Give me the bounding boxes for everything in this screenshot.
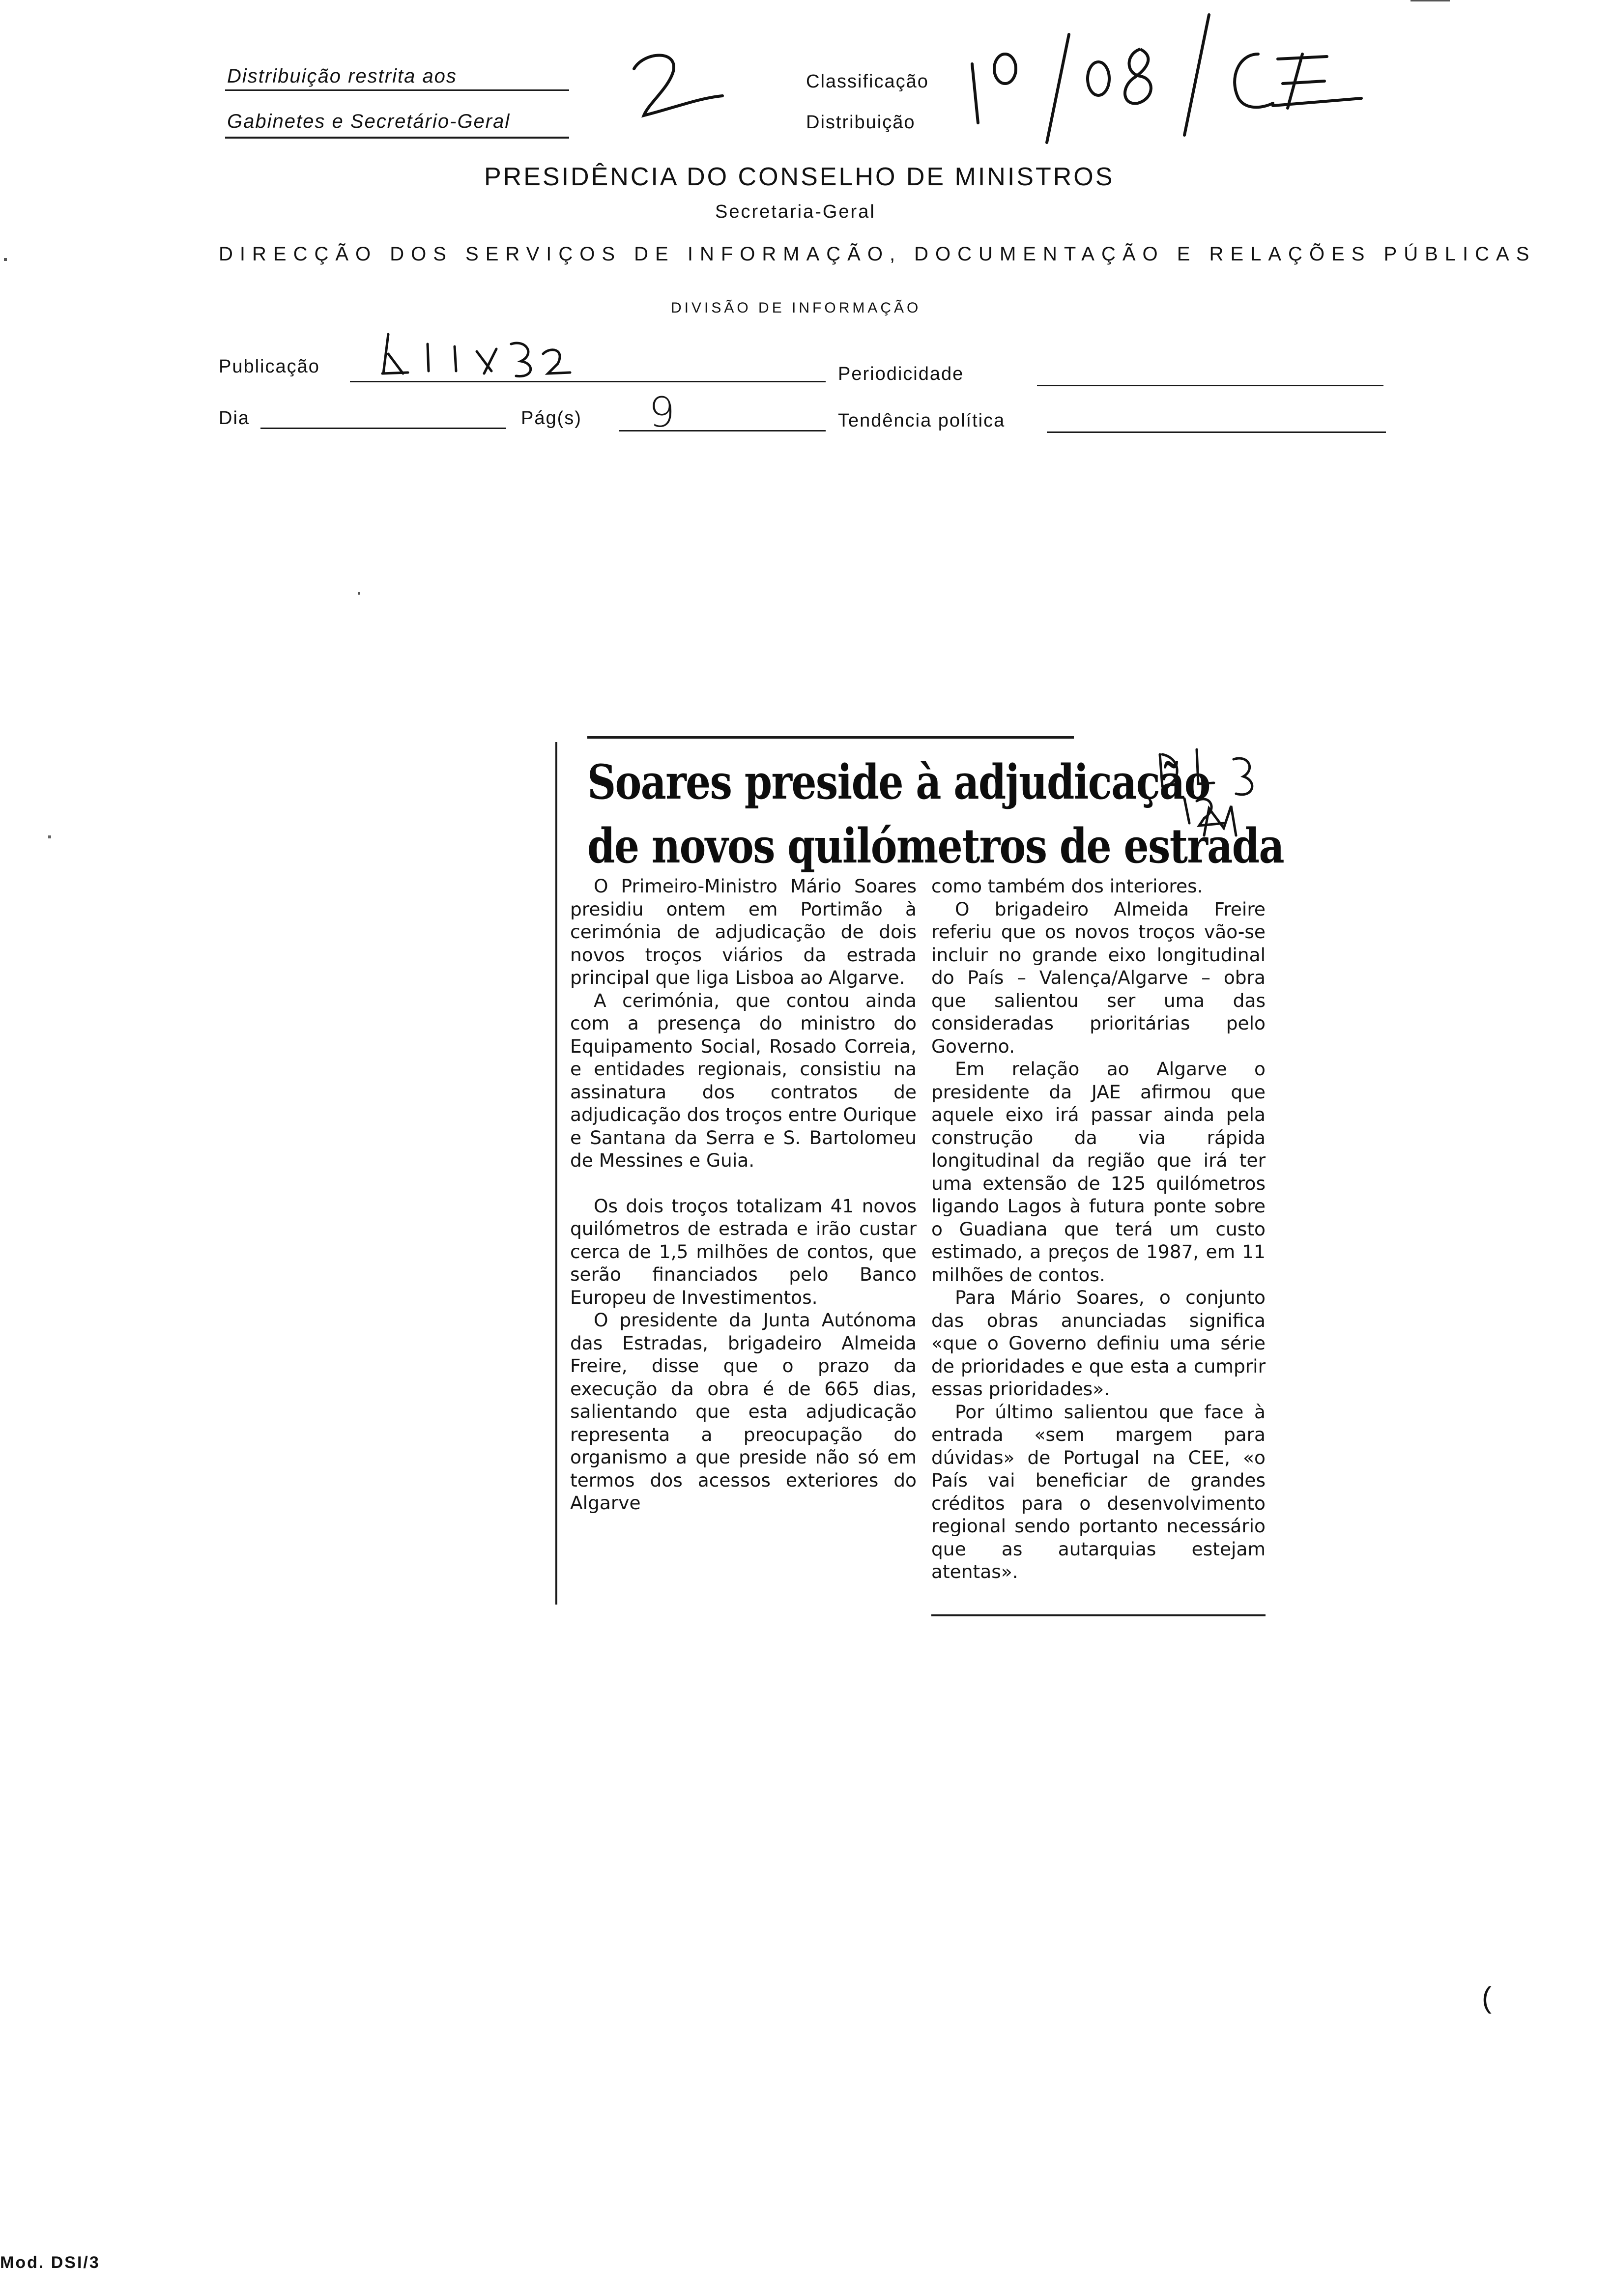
classificacao-label: Classificação bbox=[806, 71, 929, 92]
distribution-notice-line1: Distribuição restrita aos bbox=[227, 65, 457, 87]
pags-label: Pág(s) bbox=[521, 408, 582, 429]
secretariat-title: Secretaria-Geral bbox=[715, 201, 876, 222]
article-paragraph: O presidente da Junta Autónoma das Estradas, brigadeiro Almeida Freire, disse que o prazo da execução da obra é de 665 dias, salientando que esta adjudicação representa a preocupação do organismo a que preside não só em termos dos acessos exteriores do Algarve bbox=[570, 1309, 917, 1514]
article-paragraph: Os dois troços totalizam 41 novos quilómetros de estrada e irão custar cerca de 1,5 milhões de contos, que serão financiados pelo Banco Europeu de Investimentos. bbox=[570, 1195, 917, 1308]
publicacao-label: Publicação bbox=[219, 356, 320, 377]
clipping-top-rule bbox=[587, 736, 1074, 739]
division-title: DIVISÃO DE INFORMAÇÃO bbox=[671, 300, 921, 316]
distribution-underline-1 bbox=[225, 89, 569, 91]
clipping-bottom-rule bbox=[931, 1614, 1266, 1616]
article-paragraph: Para Mário Soares, o conjunto das obras anunciadas significa «que o Governo definiu uma série de prioridades e que esta a cumprir essas prioridades». bbox=[931, 1287, 1266, 1400]
dia-label: Dia bbox=[219, 408, 250, 429]
model-code: Mod. DSI/3 bbox=[0, 2253, 100, 2272]
handwritten-number bbox=[619, 49, 737, 128]
article-headline-line2: de novos quilómetros de estrada bbox=[587, 818, 1284, 874]
tendencia-field-line bbox=[1047, 431, 1386, 433]
article-paragraph: Em relação ao Algarve o presidente da JAE afirmou que aquele eixo irá passar ainda pela construção da via rápida longitudinal da região que irá ter uma extensão de 125 quilómetros ligando Lagos à futura ponte sobre o Guadiana que terá um custo estimado, a preços de 1987, em 11 milhões de contos. bbox=[931, 1058, 1266, 1286]
scan-speck bbox=[1410, 0, 1450, 1]
scan-speck bbox=[358, 592, 360, 595]
handwritten-classification bbox=[963, 10, 1396, 147]
directorate-title: DIRECÇÃO DOS SERVIÇOS DE INFORMAÇÃO, DOCUMENTAÇÃO E RELAÇÕES PÚBLICAS bbox=[219, 243, 1536, 265]
article-paragraph: A cerimónia, que contou ainda com a presença do ministro do Equipamento Social, Rosado Correia, e entidades regionais, consistiu na assinatura dos contratos de adjudicação dos troços entre Ourique e Santana da Serra e S. Bartolomeu de Messines e Guia. bbox=[570, 989, 917, 1171]
publicacao-handwritten-value bbox=[374, 324, 580, 383]
pags-handwritten-value: 9 bbox=[649, 388, 675, 436]
periodicidade-label: Periodicidade bbox=[838, 364, 964, 384]
article-paragraph: Por último salientou que face à entrada «sem margem para dúvidas» de Portugal na CEE, «o País vai beneficiar de grandes créditos para o desenvolvimento regional sendo portanto necessário que as autarquias estejam atentas». bbox=[931, 1401, 1266, 1582]
article-paragraph: O Primeiro-Ministro Mário Soares presidiu ontem em Portimão à cerimónia de adjudicação de dois novos troços viários da estrada principal que liga Lisboa ao Algarve. bbox=[570, 875, 917, 988]
periodicidade-field-line bbox=[1037, 385, 1383, 386]
article-headline-line1: Soares preside à adjudicação bbox=[587, 754, 1210, 810]
page-mark: ( bbox=[1482, 1981, 1492, 2014]
article-column-1 bbox=[570, 875, 917, 1515]
clipping-left-rule bbox=[555, 742, 557, 1605]
distribution-notice-line2: Gabinetes e Secretário-Geral bbox=[227, 111, 511, 132]
article-paragraph: como também dos interiores. bbox=[931, 875, 1203, 897]
dia-field-line bbox=[260, 428, 506, 429]
article-paragraph: O brigadeiro Almeida Freire referiu que os novos troços vão-se incluir no grande eixo longitudinal do País – Valença/Algarve – obra que salientou ser uma das consideradas prioritárias pelo Governo. bbox=[931, 898, 1266, 1057]
distribution-underline-2 bbox=[225, 137, 569, 139]
scan-speck bbox=[4, 258, 7, 261]
handwritten-margin-note bbox=[1150, 740, 1263, 858]
article-column-2 bbox=[931, 875, 1266, 1583]
tendencia-label: Tendência política bbox=[838, 410, 1006, 431]
scan-speck bbox=[48, 835, 51, 838]
distribuicao-label: Distribuição bbox=[806, 112, 916, 133]
ministry-title: PRESIDÊNCIA DO CONSELHO DE MINISTROS bbox=[484, 163, 1115, 191]
